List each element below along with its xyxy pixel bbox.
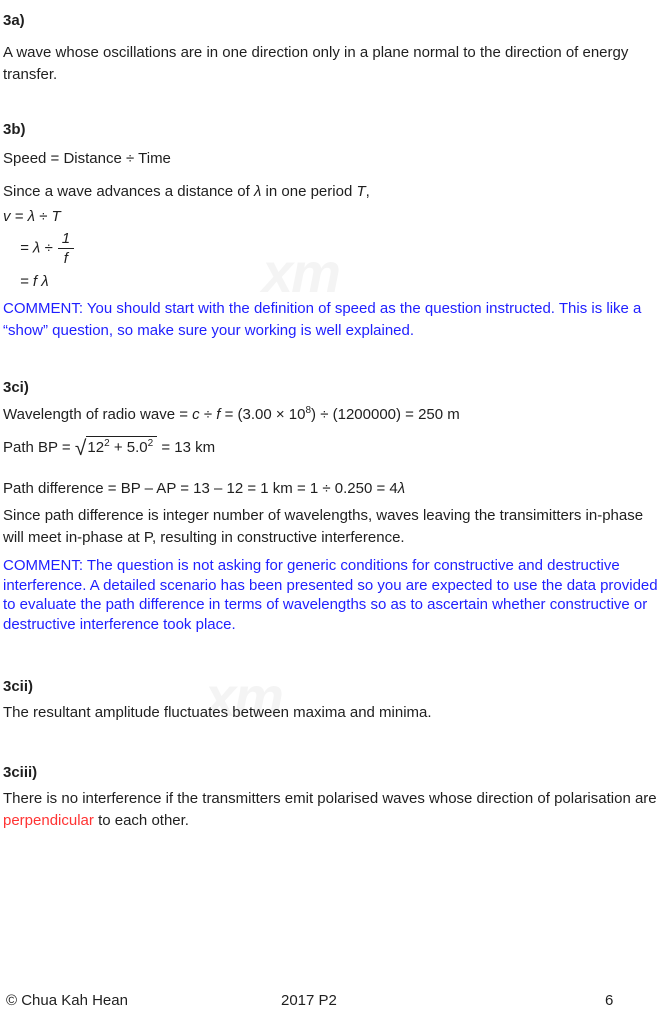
- lambda-symbol: λ: [397, 480, 406, 497]
- since-text: in one period: [261, 183, 357, 200]
- fraction-denominator: f: [63, 250, 68, 267]
- speed-definition-line: Speed = Distance ÷ Time: [3, 150, 171, 167]
- radical-sign: √: [74, 437, 87, 460]
- fraction: [58, 229, 74, 268]
- speed-of-light-symbol: c: [192, 406, 200, 423]
- equation-line-1: v = λ ÷ T: [3, 208, 61, 225]
- equation-line-3: = f λ: [20, 273, 49, 290]
- exponent: 8: [305, 405, 312, 416]
- wavelength-label: Wavelength of radio wave: [3, 406, 176, 423]
- path-bp-eq: =: [57, 439, 75, 456]
- body-text: There is no interference if the transmitters emit polarised waves whose direction of polarisation are: [3, 790, 657, 807]
- comment-3ci: COMMENT: The question is not asking for generic conditions for constructive and destructive interference. A detailed scenario has been presented so you are expected to use the data provided to evaluate the path difference in terms of wavelengths so as to ascertain whether constructive or destructive interference took place.: [3, 557, 658, 633]
- radicand-term: + 5.0: [109, 439, 148, 456]
- equation-line-2: [3, 229, 658, 268]
- wavelength-eq: =: [175, 406, 193, 423]
- section-3a-heading: 3a): [3, 12, 25, 29]
- page-footer: [3, 990, 658, 1012]
- footer-paper-label: 2017 P2: [281, 992, 337, 1009]
- wavelength-line: [3, 404, 658, 426]
- section-3cii-body: The resultant amplitude fluctuates between maxima and minima.: [3, 704, 432, 721]
- section-3ciii-body: [3, 788, 663, 832]
- section-3a-body: A wave whose oscillations are in one direction only in a plane normal to the direction of energy transfer.: [3, 44, 629, 83]
- section-3b-heading: 3b): [3, 121, 26, 138]
- equation-line-2-prefix: = λ ÷: [20, 239, 53, 257]
- exponent: 2: [147, 438, 154, 449]
- path-difference-text: Path difference = BP – AP = 13 – 12 = 1 km = 1 ÷ 0.250 = 4: [3, 480, 398, 497]
- fraction-numerator: 1: [58, 229, 74, 249]
- radicand-term: 12: [87, 439, 105, 456]
- body-text: to each other.: [93, 812, 189, 829]
- section-3ciii-heading: 3ciii): [3, 764, 38, 781]
- path-bp-result: = 13 km: [157, 439, 216, 456]
- section-3cii-heading: 3cii): [3, 678, 34, 695]
- path-bp-line: [3, 436, 658, 459]
- lambda-symbol: λ: [254, 183, 262, 200]
- radicand: [86, 436, 157, 457]
- since-text: ,: [365, 183, 370, 200]
- path-bp-label: Path BP: [3, 439, 58, 456]
- exponent: 2: [104, 438, 110, 449]
- section-3ci-heading: 3ci): [3, 379, 29, 396]
- highlighted-word: perpendicular: [3, 812, 94, 829]
- path-difference-line: [3, 478, 658, 500]
- footer-page-number: 6: [605, 992, 614, 1009]
- since-line: [3, 181, 658, 203]
- square-root: [75, 436, 157, 459]
- frequency-symbol: f: [216, 406, 221, 423]
- wavelength-eq: ÷: [199, 406, 217, 423]
- wavelength-eq: ) ÷ (1200000) = 250 m: [311, 406, 460, 423]
- since-text: Since a wave advances a distance of: [3, 183, 254, 200]
- wavelength-eq: = (3.00 × 10: [220, 406, 306, 423]
- footer-copyright: © Chua Kah Hean: [6, 992, 128, 1009]
- section-3ci-body: Since path difference is integer number of wavelengths, waves leaving the transimitters in-phase will meet in-phase at P, resulting in constructive interference.: [3, 507, 644, 546]
- comment-3b: COMMENT: You should start with the definition of speed as the question instructed. This is like a “show” question, so make sure your working is well explained.: [3, 300, 642, 339]
- period-symbol: T: [356, 183, 366, 200]
